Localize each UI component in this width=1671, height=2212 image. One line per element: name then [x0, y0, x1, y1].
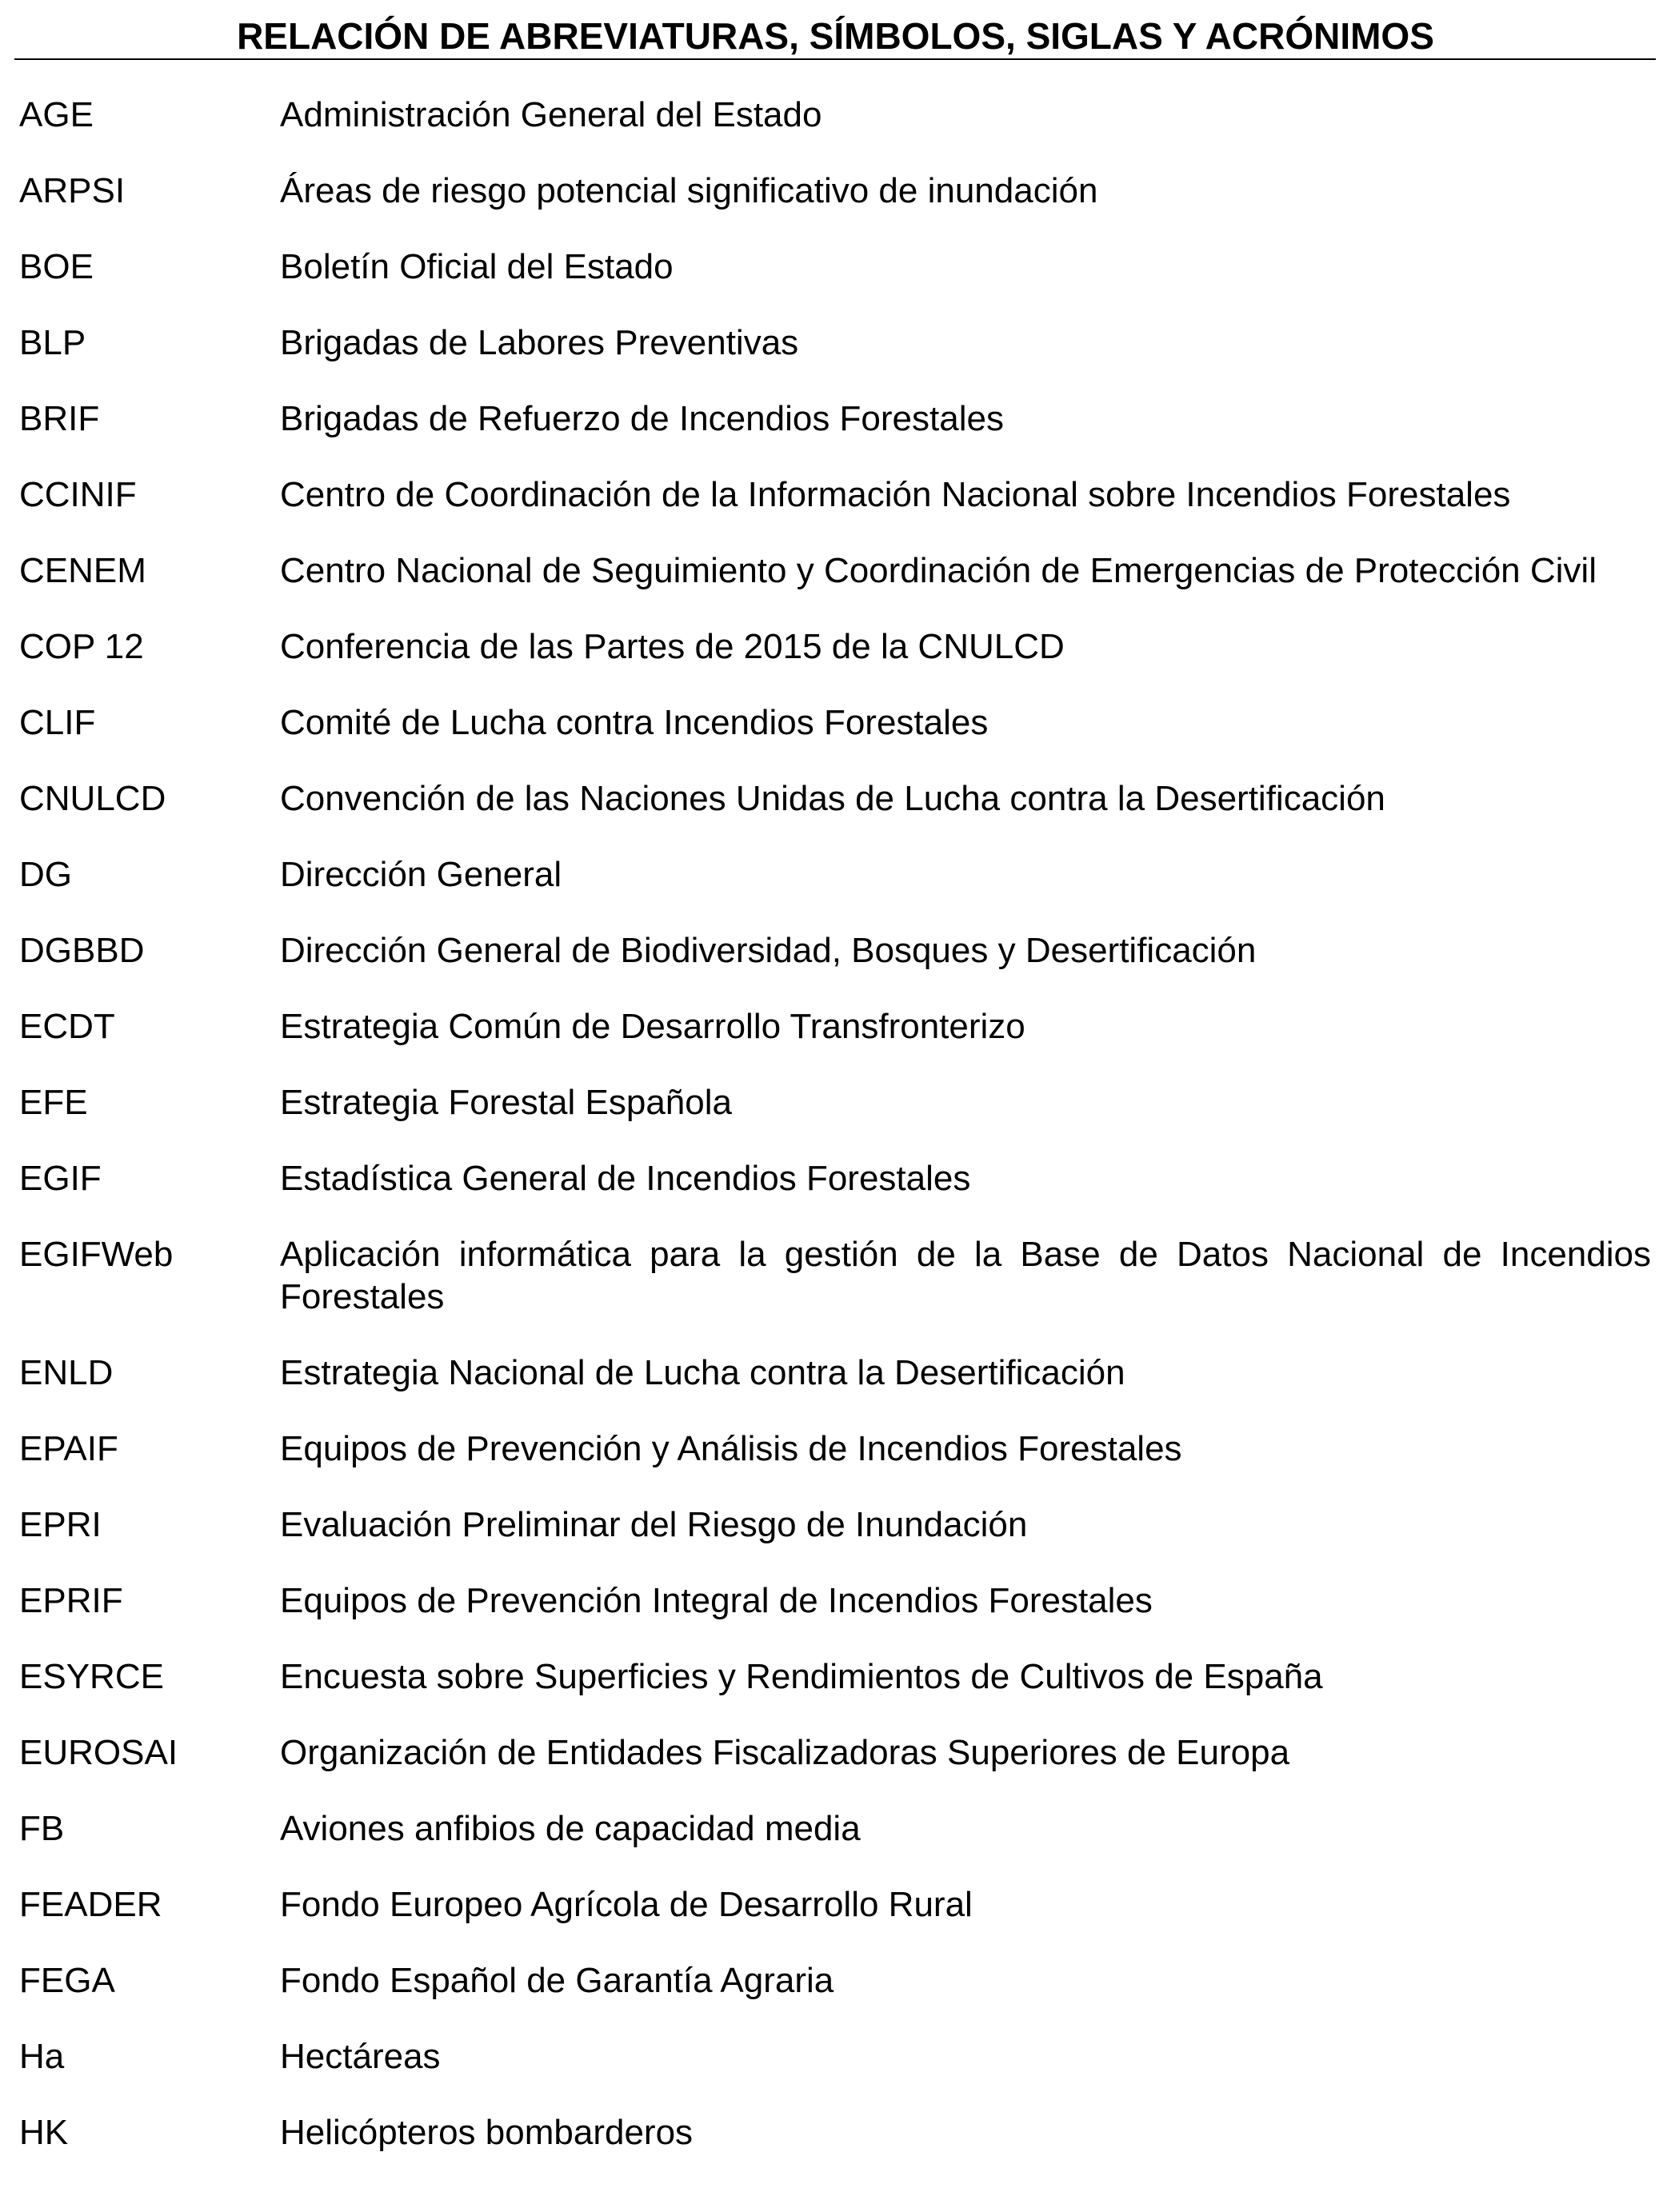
abbreviation-row: [19, 2035, 1651, 2078]
abbreviation-definition: Estrategia Nacional de Lucha contra la Desertificación: [280, 1353, 1125, 1392]
abbreviation-definition: Estadística General de Incendios Forestales: [280, 1159, 971, 1198]
title-underline: [14, 58, 1656, 60]
abbreviation-row: [19, 1731, 1651, 1774]
abbreviation-row: [19, 1503, 1651, 1546]
abbreviation-term: ESYRCE: [19, 1657, 164, 1696]
abbreviation-row: [19, 1233, 1651, 1318]
abbreviation-definition: Administración General del Estado: [280, 95, 822, 134]
abbreviation-row: [19, 1157, 1651, 1200]
abbreviation-term: FEADER: [19, 1885, 162, 1924]
abbreviation-term: EUROSAI: [19, 1733, 178, 1772]
abbreviation-term: CENEM: [19, 551, 146, 590]
abbreviation-row: [19, 473, 1651, 516]
abbreviation-row: [19, 246, 1651, 288]
abbreviation-row: [19, 170, 1651, 212]
abbreviation-definition: Hectáreas: [280, 2037, 441, 2076]
abbreviation-definition: Comité de Lucha contra Incendios Forestales: [280, 703, 989, 742]
abbreviation-definition: Boletín Oficial del Estado: [280, 247, 674, 286]
abbreviation-row: [19, 1427, 1651, 1470]
abbreviation-definition: Conferencia de las Partes de 2015 de la CNULCD: [280, 627, 1065, 666]
abbreviation-term: CLIF: [19, 703, 96, 742]
abbreviation-definition: Helicópteros bombarderos: [280, 2113, 694, 2152]
abbreviation-term: AGE: [19, 95, 94, 134]
abbreviation-definition: Encuesta sobre Superficies y Rendimientos de Cultivos de España: [280, 1657, 1323, 1696]
abbreviation-row: [19, 397, 1651, 440]
abbreviation-row: [19, 1081, 1651, 1124]
abbreviation-definition: Brigadas de Refuerzo de Incendios Forestales: [280, 399, 1004, 438]
abbreviation-row: [19, 853, 1651, 896]
abbreviation-term: BLP: [19, 323, 86, 362]
abbreviation-row: [19, 701, 1651, 744]
abbreviation-term: ARPSI: [19, 171, 126, 210]
abbreviation-term: DGBBD: [19, 931, 145, 970]
abbreviation-row: [19, 929, 1651, 972]
abbreviation-row: [19, 1655, 1651, 1698]
abbreviation-term: BOE: [19, 247, 94, 286]
abbreviation-definition: Dirección General: [280, 855, 562, 894]
abbreviation-definition: Evaluación Preliminar del Riesgo de Inundación: [280, 1505, 1028, 1544]
abbreviation-definition: Brigadas de Labores Preventivas: [280, 323, 799, 362]
abbreviation-row: [19, 1579, 1651, 1622]
abbreviation-definition: Equipos de Prevención Integral de Incendios Forestales: [280, 1581, 1153, 1620]
abbreviation-definition: Estrategia Común de Desarrollo Transfronterizo: [280, 1007, 1025, 1046]
abbreviation-row: [19, 625, 1651, 668]
abbreviation-term: COP 12: [19, 627, 144, 666]
abbreviation-row: [19, 1807, 1651, 1850]
abbreviation-term: HK: [19, 2113, 69, 2152]
abbreviation-term: FB: [19, 1809, 65, 1848]
abbreviation-definition: Fondo Español de Garantía Agraria: [280, 1961, 834, 2000]
abbreviation-term: ENLD: [19, 1353, 114, 1392]
abbreviation-definition: Aviones anfibios de capacidad media: [280, 1809, 861, 1848]
abbreviation-term: CNULCD: [19, 779, 166, 818]
abbreviation-term: EPRI: [19, 1505, 102, 1544]
abbreviation-row: [19, 1005, 1651, 1048]
abbreviation-term: Ha: [19, 2037, 65, 2076]
abbreviation-term: EFE: [19, 1083, 88, 1122]
abbreviation-definition: Centro Nacional de Seguimiento y Coordinación de Emergencias de Protección Civil: [280, 551, 1597, 590]
abbreviation-term: EPAIF: [19, 1429, 118, 1468]
abbreviation-term: CCINIF: [19, 475, 137, 514]
abbreviation-row: [19, 2111, 1651, 2154]
abbreviation-definition: Centro de Coordinación de la Información Nacional sobre Incendios Forestales: [280, 475, 1511, 514]
abbreviation-definition: Dirección General de Biodiversidad, Bosques y Desertificación: [280, 931, 1257, 970]
abbreviation-row: [19, 777, 1651, 820]
abbreviation-term: ECDT: [19, 1007, 115, 1046]
abbreviation-term: EPRIF: [19, 1581, 123, 1620]
abbreviation-definition: Estrategia Forestal Española: [280, 1083, 732, 1122]
abbreviation-term: EGIF: [19, 1159, 102, 1198]
abbreviation-definition: Aplicación informática para la gestión de la Base de Datos Nacional de Incendios Forestales: [280, 1235, 1651, 1316]
abbreviation-row: [19, 321, 1651, 364]
abbreviation-definition: Organización de Entidades Fiscalizadoras Superiores de Europa: [280, 1733, 1290, 1772]
abbreviation-term: FEGA: [19, 1961, 115, 2000]
abbreviation-row: [19, 1959, 1651, 2002]
abbreviation-term: BRIF: [19, 399, 100, 438]
abbreviation-definition: Áreas de riesgo potencial significativo de inundación: [280, 171, 1098, 210]
abbreviation-definition: Convención de las Naciones Unidas de Lucha contra la Desertificación: [280, 779, 1385, 818]
abbreviation-definition: Fondo Europeo Agrícola de Desarrollo Rural: [280, 1885, 973, 1924]
abbreviation-row: [19, 1352, 1651, 1394]
abbreviation-term: DG: [19, 855, 72, 894]
page-title: RELACIÓN DE ABREVIATURAS, SÍMBOLOS, SIGLAS Y ACRÓNIMOS: [237, 15, 1434, 57]
abbreviation-term: EGIFWeb: [19, 1235, 174, 1274]
abbreviation-definition: Equipos de Prevención y Análisis de Incendios Forestales: [280, 1429, 1182, 1468]
abbreviation-row: [19, 549, 1651, 592]
abbreviation-row: [19, 94, 1651, 136]
abbreviation-list: [19, 94, 1651, 2187]
abbreviation-row: [19, 1883, 1651, 1926]
